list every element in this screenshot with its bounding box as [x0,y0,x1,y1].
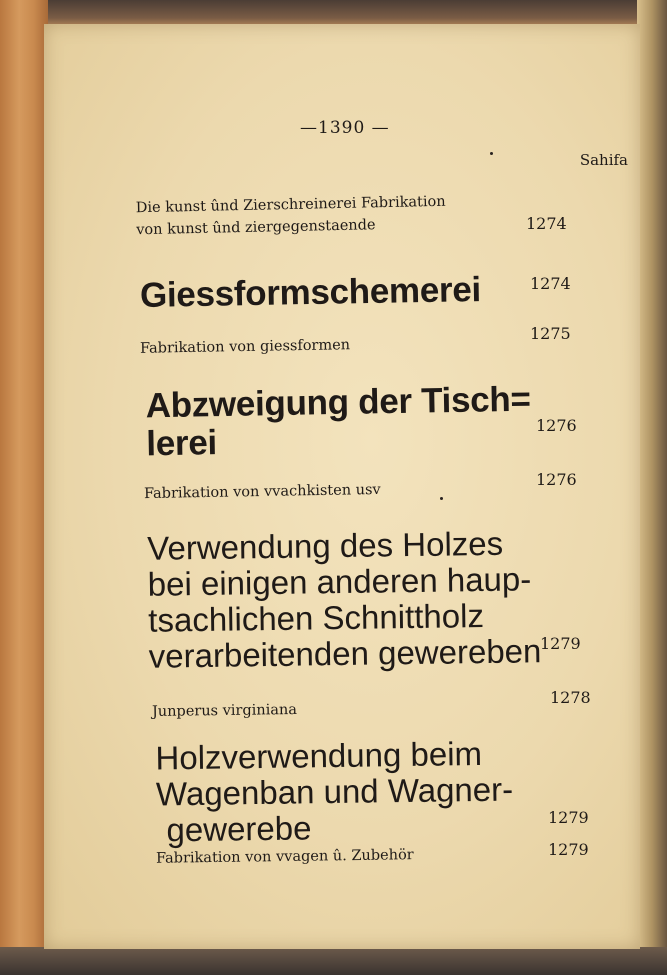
toc-entry-text: Fabrikation von giessformen [139,337,351,357]
section-heading: Holzverwendung beim Wagenban und Wagner- gewerebe [155,734,514,849]
toc-page-number: 1278 [550,688,591,707]
toc-page-number: 1279 [548,840,589,859]
toc-page-number: 1276 [536,470,577,489]
toc-entry-line: Die kunst ûnd Zierschreinerei Fabrikation [135,193,446,217]
toc-page-number: 1276 [536,416,577,435]
toc-entry-text: Fabrikation von vvagen û. Zubehör [155,847,414,867]
toc-page-number: 1274 [526,214,567,233]
toc-page-number: 1274 [530,274,571,293]
toc-entry-text: Junperus virginiana [151,701,298,721]
book-right-edge [637,0,667,975]
book-spine-edge [0,0,48,975]
toc-page-number: 1279 [548,808,589,827]
toc-page-number: 1279 [540,634,581,653]
ink-speck [440,497,443,500]
toc-entry-text: Fabrikation von vvachkisten usv [143,481,381,503]
book-bottom-edge [0,947,667,975]
section-heading: Verwendung des Holzes bei einigen anderen haup- tsachlichen Schnittholz verarbeitenden gewereben [146,524,542,675]
section-heading: Abzweigung der Tisch= lerei [145,379,531,464]
section-heading: Giessformschemerei [139,270,482,315]
book-page [44,24,640,949]
page-number: —1390 — [300,118,390,138]
toc-entry-line: von kunst ûnd ziergegenstaende [136,217,376,239]
toc-page-number: 1275 [530,324,571,343]
column-label: Sahifa [579,151,628,169]
ink-speck [490,152,493,155]
toc-entry-text [136,191,447,241]
